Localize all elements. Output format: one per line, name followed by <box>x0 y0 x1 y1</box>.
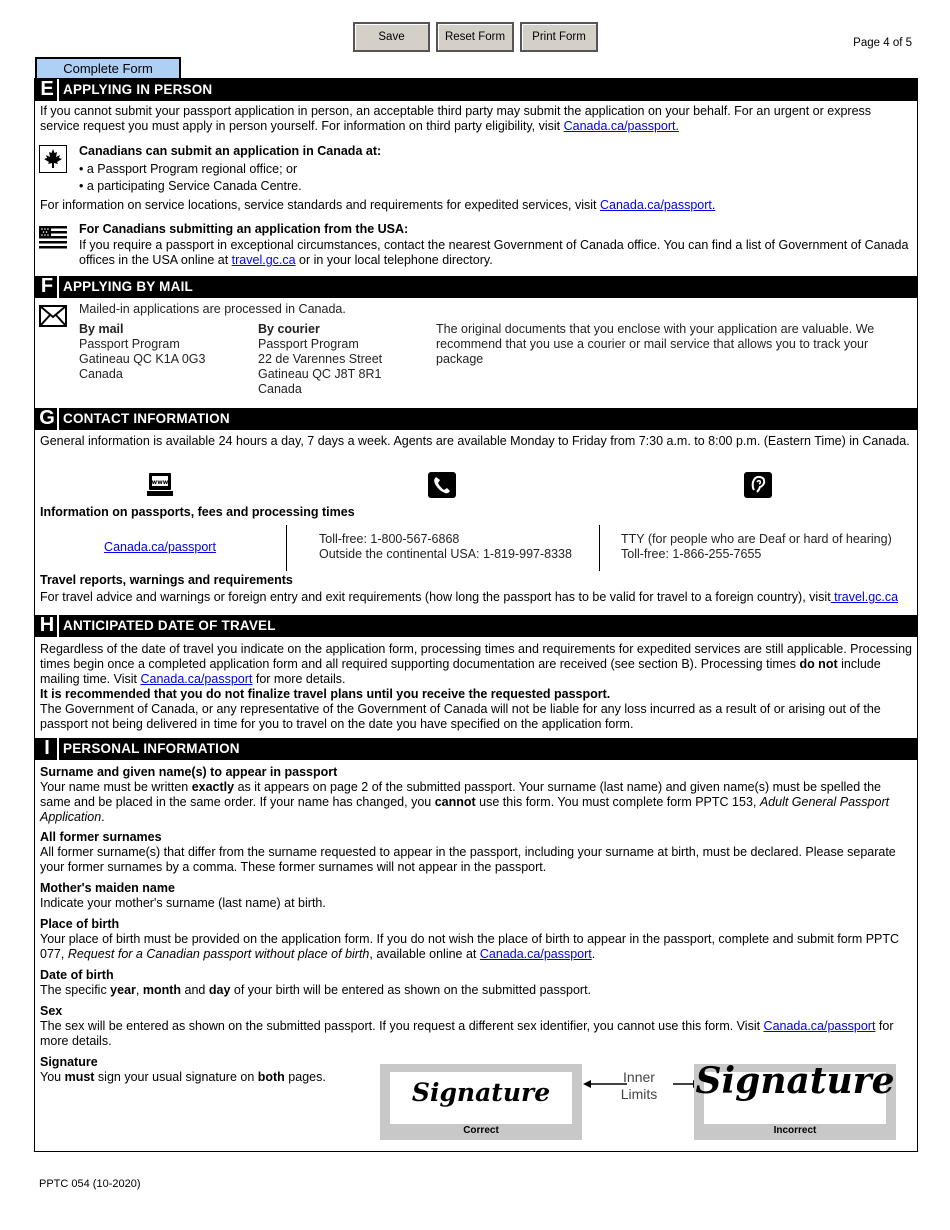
mail-intro: Mailed-in applications are processed in Canada. <box>79 302 346 316</box>
travel-heading: Travel reports, warnings and requirements <box>40 573 293 587</box>
sex-text: The sex will be entered as shown on the submitted passport. If you request a different sex identifier, you cannot use this form. Visit Canada.ca/passport for more details. <box>40 1019 894 1048</box>
canada-passport-link[interactable]: Canada.ca/passport <box>479 947 592 961</box>
name-heading: Surname and given name(s) to appear in passport <box>40 765 338 779</box>
form-page <box>34 78 918 1152</box>
tty-contact: TTY (for people who are Deaf or hard of hearing) Toll-free: 1-866-255-7655 <box>621 532 892 561</box>
travel-recommendation: It is recommended that you do not finalize travel plans until you receive the requested passport. <box>40 687 611 701</box>
canada-heading: Canadians can submit an application in Canada at: <box>79 144 382 158</box>
mother-heading: Mother's maiden name <box>40 881 175 895</box>
maple-leaf-icon <box>39 145 67 173</box>
signature-heading: Signature <box>40 1055 98 1069</box>
dob-heading: Date of birth <box>40 968 114 982</box>
mother-text: Indicate your mother's surname (last name) at birth. <box>40 896 326 910</box>
section-h-header <box>35 615 917 637</box>
place-of-birth-heading: Place of birth <box>40 917 120 931</box>
section-f-header <box>35 276 917 298</box>
contact-intro: General information is available 24 hours a day, 7 days a week. Agents are available Monday to Friday from 7:30 a.m. to 8:00 p.m. (Eastern Time) in Canada. <box>40 434 910 448</box>
phone-contact: Toll-free: 1-800-567-6868 Outside the continental USA: 1-819-997-8338 <box>319 532 572 561</box>
divider <box>286 525 287 571</box>
section-i-header <box>35 738 917 760</box>
www-computer-icon <box>147 472 173 497</box>
section-title: APPLYING BY MAIL <box>63 279 193 294</box>
section-title: PERSONAL INFORMATION <box>63 741 240 756</box>
documents-note: The original documents that you enclose with your application are valuable. We recommend that you use a courier or mail service that allows you to track your package <box>436 322 875 366</box>
section-title: ANTICIPATED DATE OF TRAVEL <box>63 618 276 633</box>
section-letter: G <box>39 406 55 429</box>
section-letter: I <box>44 736 50 759</box>
service-info-text: For information on service locations, service standards and requirements for expedited services, visit Canada.ca/passport. <box>40 198 716 212</box>
dob-text: The specific year, month and day of your birth will be entered as shown on the submitted passport. <box>40 983 592 997</box>
web-contact <box>40 540 280 555</box>
section-letter: H <box>39 613 55 636</box>
form-number: PPTC 054 (10-2020) <box>39 1178 141 1190</box>
bullet-regional-office: • a Passport Program regional office; or <box>79 162 298 176</box>
canada-passport-link[interactable]: Canada.ca/passport <box>140 672 253 686</box>
by-mail-address: By mail Passport Program Gatineau QC K1A 0G3 Canada <box>79 322 206 381</box>
canada-passport-link[interactable]: Canada.ca/passport <box>104 540 216 554</box>
canada-passport-link[interactable]: Canada.ca/passport <box>763 1019 876 1033</box>
page-number: Page 4 of 5 <box>853 37 912 49</box>
section-letter: E <box>40 77 54 100</box>
signature-text: You must sign your usual signature on both pages. <box>40 1070 326 1084</box>
incorrect-signature-example: Signature Incorrect <box>694 1064 896 1140</box>
telephone-icon <box>428 472 456 498</box>
envelope-icon <box>39 304 67 328</box>
canada-passport-link[interactable]: Canada.ca/passport. <box>599 198 716 212</box>
former-surnames-text: All former surname(s) that differ from the surname requested to appear in the passport, including your surname at birth, must be declared. Please separate your former surnames by a comma. These former surnames will not appear in the passport. <box>40 845 896 874</box>
info-heading: Information on passports, fees and processing times <box>40 505 355 519</box>
section-e-intro: If you cannot submit your passport application in person, an acceptable third party may submit the application on your behalf. For an urgent or express service request you must apply in person yourself. For information on third party eligibility, visit Canada.ca/passport. <box>40 104 872 133</box>
section-e-header <box>35 79 917 101</box>
travel-text: For travel advice and warnings or foreign entry and exit requirements (how long the passport has to be valid for travel to a foreign country), visit travel.gc.ca <box>40 590 899 604</box>
bullet-service-canada: • a participating Service Canada Centre. <box>79 179 302 193</box>
section-title: APPLYING IN PERSON <box>63 82 213 97</box>
section-letter: F <box>40 274 54 297</box>
reset-form-button[interactable]: Reset Form <box>436 22 514 52</box>
section-g-header <box>35 408 917 430</box>
form-toolbar <box>0 22 950 50</box>
divider <box>599 525 600 571</box>
place-of-birth-text: Your place of birth must be provided on the application form. If you do not wish the place of birth to appear in the passport, complete and submit form PPTC 077, Request for a Canadian passport without place of birth, available online at Canada.ca/passport. <box>40 932 900 961</box>
former-surnames-heading: All former surnames <box>40 830 162 844</box>
by-courier-address: By courier Passport Program 22 de Varennes Street Gatineau QC J8T 8R1 Canada <box>258 322 383 396</box>
travel-date-paragraph: Regardless of the date of travel you indicate on the application form, processing times and requirements for expedited services are still applicable. Processing times begin once a completed application form and all required supporting documentation are received (see section B). Processing times do not include mailing time. Visit Canada.ca/passport for more details. <box>40 642 912 686</box>
inner-limits-label: Inner Limits <box>620 1069 658 1102</box>
svg-text:www: www <box>151 479 169 486</box>
liability-text: The Government of Canada, or any representative of the Government of Canada will not be liable for any loss incurred as a result of or arising out of the passport not being delivered in time for you to travel on the date you have specified on the application form. <box>40 702 881 731</box>
complete-form-tab[interactable]: Complete Form <box>35 57 181 78</box>
correct-signature-example: Signature Correct <box>380 1064 582 1140</box>
print-form-button[interactable]: Print Form <box>520 22 598 52</box>
section-title: CONTACT INFORMATION <box>63 411 230 426</box>
name-text: Your name must be written exactly as it appears on page 2 of the submitted passport. Your surname (last name) and given name(s) must be spelled the same and be placed in the same order. If your name has changed, you cannot use this form. You must complete form PPTC 153, Adult General Passport Application. <box>40 780 890 824</box>
usa-text: If you require a passport in exceptional circumstances, contact the nearest Government of Canada office. You can find a list of Government of Canada offices in the USA online at travel.gc.ca or in your local telephone directory. <box>79 238 909 267</box>
usa-heading: For Canadians submitting an application from the USA: <box>79 222 409 236</box>
hearing-icon <box>744 472 772 498</box>
travel-gc-link[interactable]: travel.gc.ca <box>830 590 899 604</box>
canada-passport-link[interactable]: Canada.ca/passport. <box>563 119 679 133</box>
travel-gc-link[interactable]: travel.gc.ca <box>231 253 296 267</box>
usa-flag-icon <box>39 224 67 250</box>
save-button[interactable]: Save <box>353 22 430 52</box>
sex-heading: Sex <box>40 1004 63 1018</box>
